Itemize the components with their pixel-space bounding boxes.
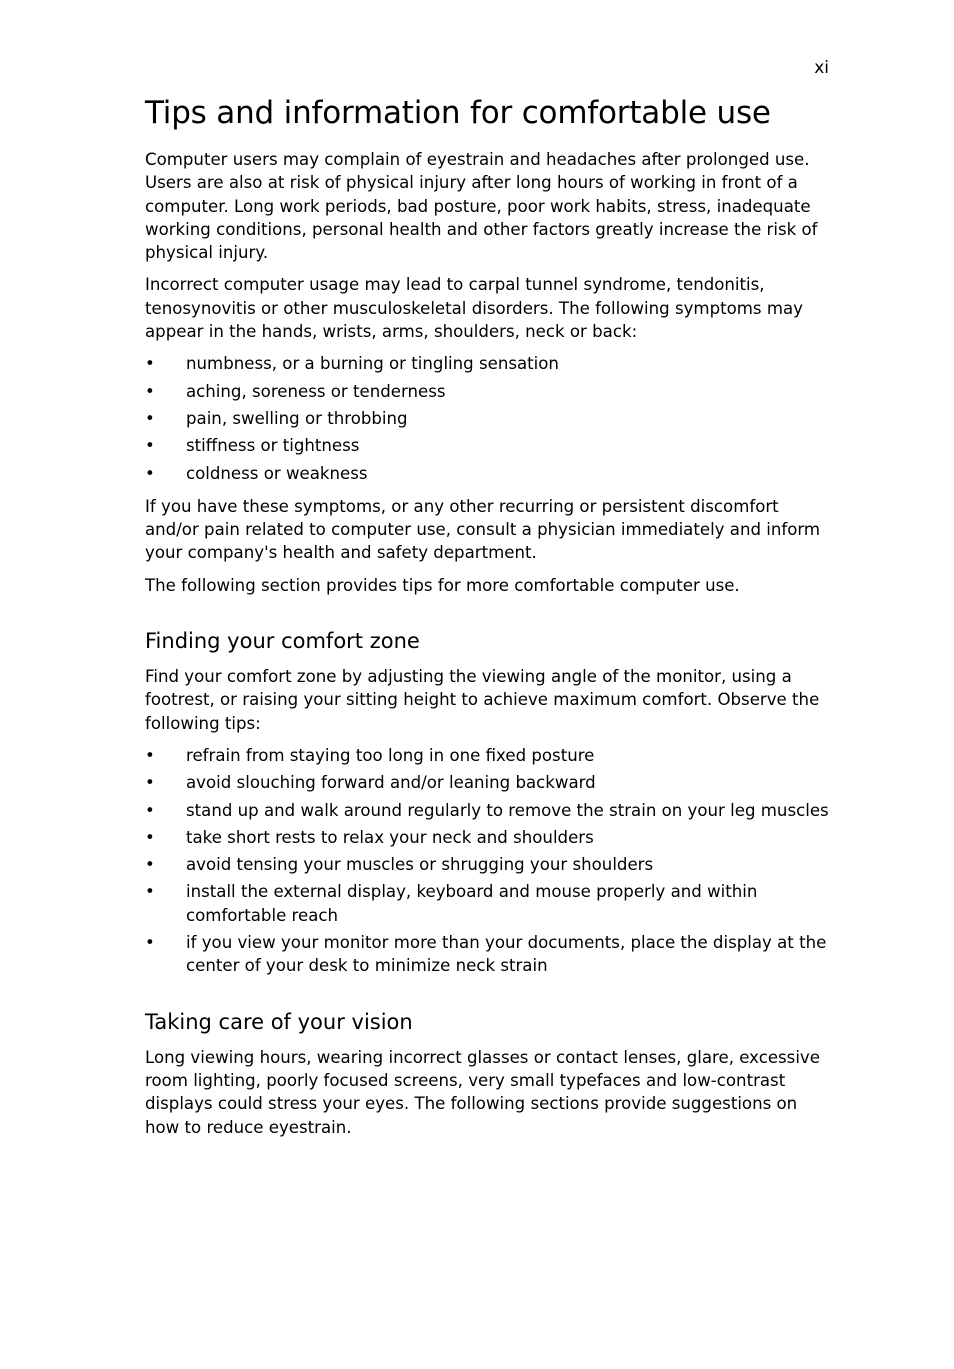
intro-paragraph-2: Incorrect computer usage may lead to carpal tunnel syndrome, tendonitis, tenosynovitis or other musculoskeletal disorders. The following symptoms may appear in the hands, wrists, arms, shoulders, neck or back:	[145, 275, 803, 342]
list-item: • stand up and walk around regularly to remove the strain on your leg muscles	[145, 799, 835, 822]
list-item: • numbness, or a burning or tingling sensation	[145, 352, 835, 375]
intro-paragraph-3: If you have these symptoms, or any other recurring or persistent discomfort and/or pain related to computer use, consult a physician immediately and inform your company's health and safety department.	[145, 496, 821, 563]
comfort-tips-list	[145, 744, 835, 978]
list-item: • if you view your monitor more than your documents, place the display at the center of your desk to minimize neck strain	[145, 931, 835, 978]
page-title: Tips and information for comfortable use	[145, 95, 771, 131]
page-number: xi	[814, 58, 829, 78]
vision-paragraph: Long viewing hours, wearing incorrect glasses or contact lenses, glare, excessive room lighting, poorly focused screens, very small typefaces and low-contrast displays could stress your eyes. The following sections provide suggestions on how to reduce eyestrain.	[145, 1047, 820, 1137]
intro-paragraph-1: Computer users may complain of eyestrain and headaches after prolonged use. Users are also at risk of physical injury after long hours of working in front of a computer. Long work periods, bad posture, poor work habits, stress, inadequate working conditions, personal health and other factors greatly increase the risk of physical injury.	[145, 150, 818, 263]
comfort-zone-paragraph: Find your comfort zone by adjusting the viewing angle of the monitor, using a footrest, or raising your sitting height to achieve maximum comfort. Observe the following tips:	[145, 667, 820, 733]
symptoms-list	[145, 352, 835, 484]
list-item: • refrain from staying too long in one fixed posture	[145, 744, 835, 767]
section-heading-comfort-zone: Finding your comfort zone	[145, 629, 420, 654]
list-item: • aching, soreness or tenderness	[145, 380, 835, 403]
section-heading-vision: Taking care of your vision	[145, 1009, 413, 1034]
list-item: • pain, swelling or throbbing	[145, 407, 835, 430]
list-item: • take short rests to relax your neck and shoulders	[145, 826, 835, 849]
list-item: • install the external display, keyboard and mouse properly and within comfortable reach	[145, 880, 835, 927]
intro-paragraph-4: The following section provides tips for more comfortable computer use.	[145, 575, 740, 595]
list-item: • avoid slouching forward and/or leaning backward	[145, 771, 835, 794]
page-content	[145, 94, 835, 1148]
list-item: • coldness or weakness	[145, 462, 835, 485]
list-item: • avoid tensing your muscles or shrugging your shoulders	[145, 853, 835, 876]
list-item: • stiffness or tightness	[145, 434, 835, 457]
